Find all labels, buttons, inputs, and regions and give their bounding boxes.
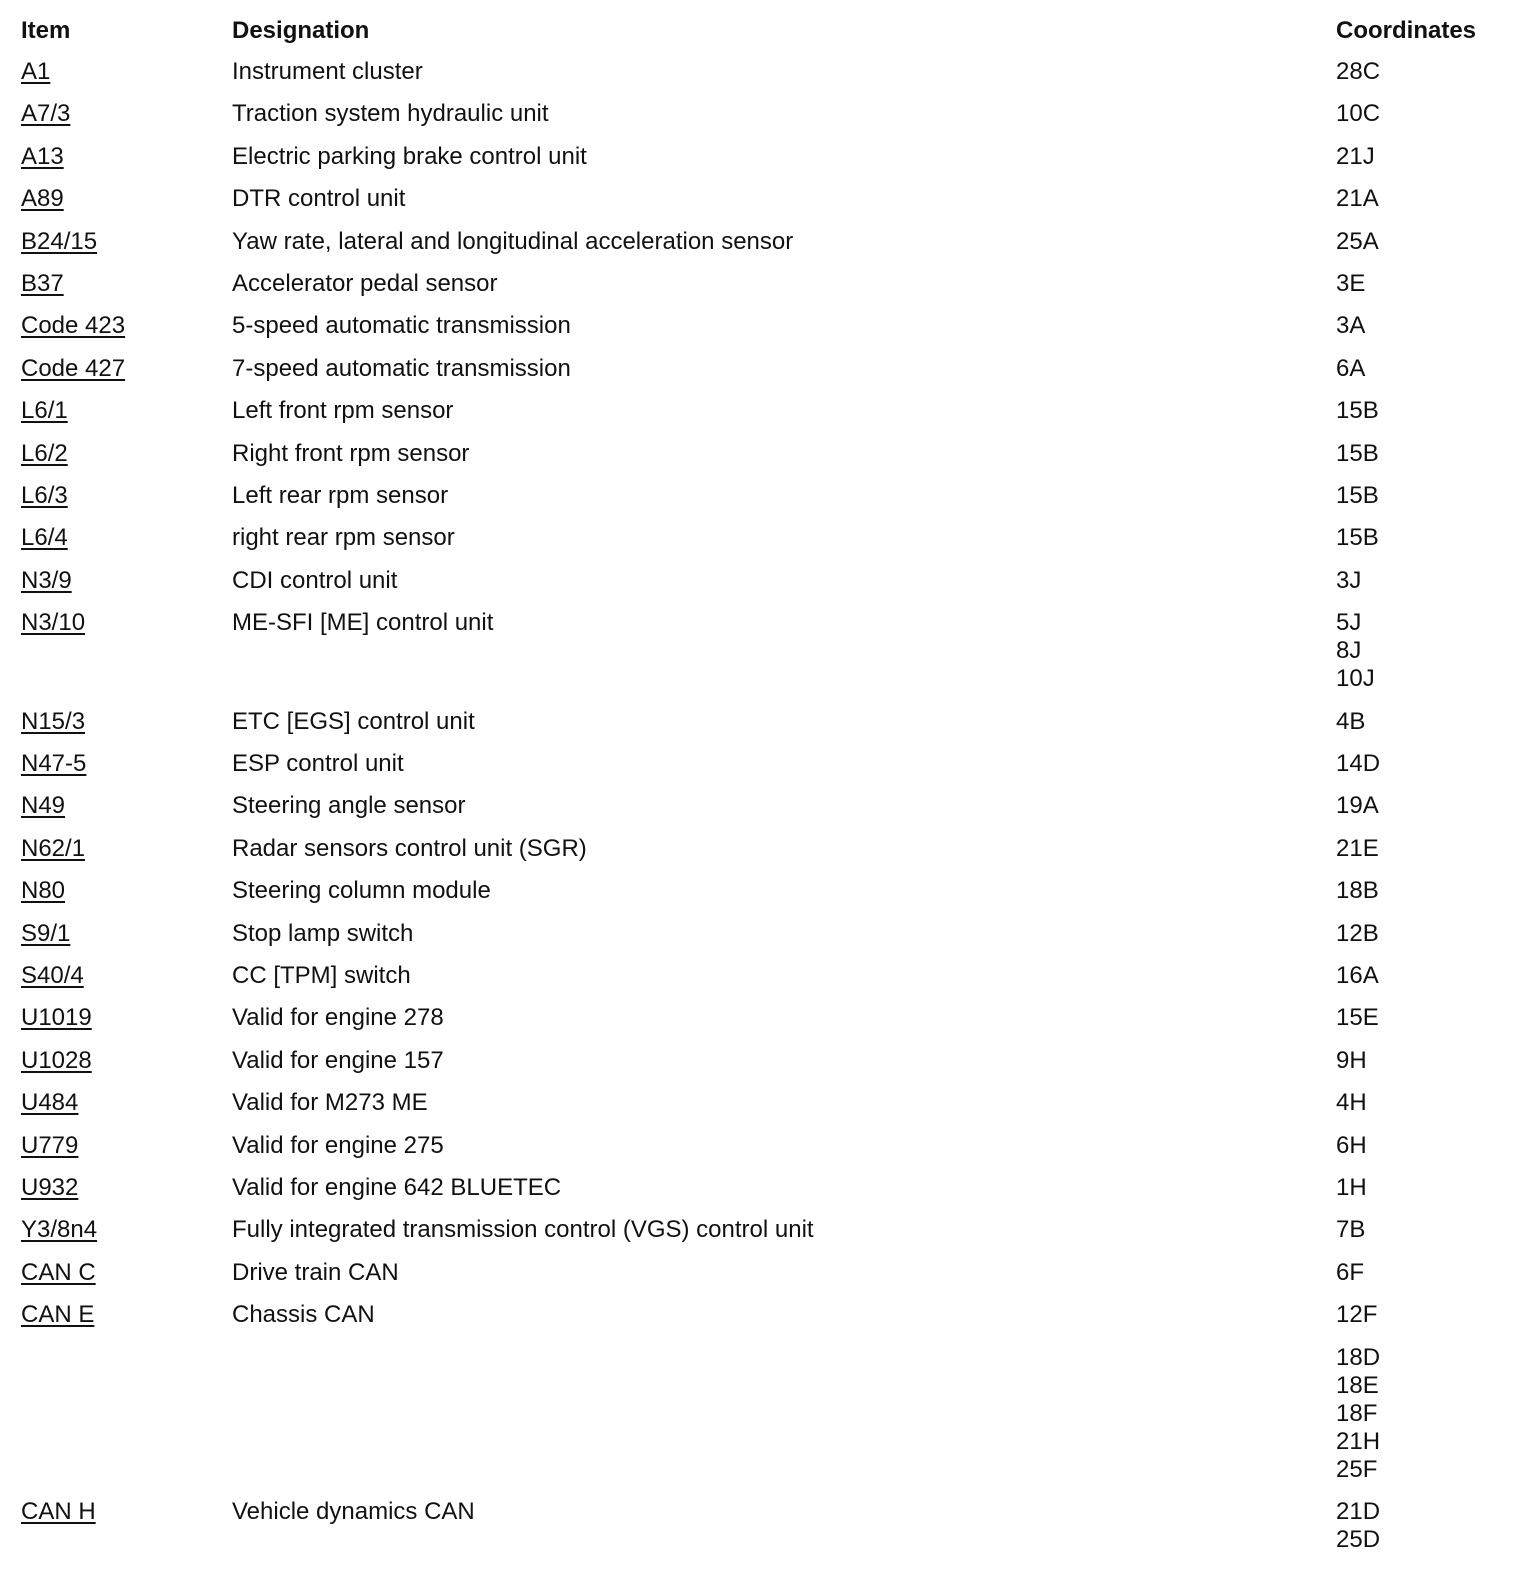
- item-cell: [21, 1089, 78, 1117]
- designation-cell: Valid for engine 278: [232, 1004, 444, 1032]
- coordinate-value: 25F: [1336, 1455, 1378, 1483]
- coordinate-value: 28C: [1336, 58, 1381, 85]
- coordinate-value: 18E: [1336, 1371, 1379, 1399]
- designation-cell: Accelerator pedal sensor: [232, 270, 498, 297]
- coordinate-value: 10J: [1336, 665, 1375, 693]
- item-link[interactable]: L6/2: [21, 439, 68, 467]
- designation-cell: ETC [EGS] control unit: [232, 707, 475, 735]
- designation-cell: ME-SFI [ME] control unit: [232, 609, 494, 637]
- coordinates-cell: [1336, 1301, 1377, 1329]
- coordinates-cell: [1336, 1259, 1364, 1287]
- item-cell: [21, 1259, 96, 1287]
- coordinates-cell: [1336, 835, 1379, 863]
- item-link[interactable]: U932: [21, 1174, 79, 1201]
- coordinates-cell: [1336, 312, 1365, 340]
- item-link[interactable]: CAN C: [21, 1258, 96, 1286]
- coordinates-cell: [1336, 143, 1375, 171]
- designation-cell: Left rear rpm sensor: [232, 482, 449, 509]
- coordinates-cell: [1336, 1047, 1367, 1075]
- coordinate-value: 4H: [1336, 1089, 1367, 1117]
- item-cell: [21, 1174, 78, 1202]
- coordinate-value: 21A: [1336, 185, 1379, 213]
- designation-cell: Valid for engine 157: [232, 1046, 444, 1074]
- item-cell: [21, 1132, 78, 1160]
- coordinates-cell: [1336, 1004, 1379, 1032]
- designation-cell: Valid for engine 642 BLUETEC: [232, 1174, 562, 1201]
- coordinates-cell: [1336, 567, 1361, 595]
- item-link[interactable]: Code 427: [21, 354, 126, 382]
- designation-cell: Traction system hydraulic unit: [232, 100, 549, 128]
- designation-cell: Drive train CAN: [232, 1258, 399, 1286]
- item-cell: [21, 143, 64, 171]
- coordinate-value: 25A: [1336, 227, 1379, 255]
- coordinate-value: 16A: [1336, 962, 1379, 989]
- coordinates-cell: [1336, 228, 1379, 256]
- header-item: Item: [21, 17, 71, 44]
- coordinate-value: 4B: [1336, 707, 1366, 735]
- item-link[interactable]: L6/3: [21, 482, 68, 509]
- item-link[interactable]: A1: [21, 58, 51, 85]
- designation-cell: Left front rpm sensor: [232, 397, 454, 425]
- item-link[interactable]: U1028: [21, 1046, 92, 1074]
- item-link[interactable]: L6/1: [21, 397, 68, 425]
- item-cell: [21, 185, 64, 213]
- coordinate-value: 15B: [1336, 524, 1379, 552]
- item-cell: [21, 228, 97, 256]
- item-link[interactable]: N47-5: [21, 750, 87, 777]
- designation-cell: Electric parking brake control unit: [232, 142, 587, 170]
- coordinates-cell: [1336, 1132, 1367, 1160]
- item-link[interactable]: B24/15: [21, 227, 98, 255]
- coordinate-value: 15E: [1336, 1004, 1379, 1032]
- designation-cell: Radar sensors control unit (SGR): [232, 834, 587, 862]
- designation-cell: DTR control unit: [232, 185, 406, 213]
- coordinate-value: 6H: [1336, 1131, 1367, 1159]
- coordinates-cell: [1336, 750, 1380, 778]
- coordinate-value: 14D: [1336, 750, 1381, 777]
- coordinate-value: 12B: [1336, 919, 1379, 947]
- item-cell: [21, 482, 68, 510]
- coordinate-value: 18D: [1336, 1343, 1381, 1371]
- coordinates-cell: [1336, 920, 1379, 948]
- coordinate-value: 21E: [1336, 834, 1379, 862]
- item-link[interactable]: N62/1: [21, 834, 86, 862]
- item-cell: [21, 962, 84, 990]
- item-cell: [21, 100, 70, 128]
- designation-cell: Instrument cluster: [232, 58, 423, 85]
- item-link[interactable]: N3/9: [21, 566, 72, 594]
- designation-cell: Valid for engine 275: [232, 1131, 444, 1159]
- designation-cell: Fully integrated transmission control (VGS) control unit: [232, 1216, 814, 1244]
- item-link[interactable]: Code 423: [21, 312, 126, 340]
- coordinates-cell: [1336, 1174, 1367, 1202]
- item-link[interactable]: N3/10: [21, 609, 86, 637]
- coordinates-cell: [1336, 1089, 1367, 1117]
- item-link[interactable]: U484: [21, 1089, 79, 1117]
- coordinate-value: 3A: [1336, 312, 1366, 340]
- coordinate-value: 15B: [1336, 482, 1379, 509]
- header-coordinates: Coordinates: [1336, 17, 1477, 44]
- item-cell: [21, 355, 125, 383]
- coordinate-value: 9H: [1336, 1046, 1367, 1074]
- coordinates-cell: [1336, 1216, 1365, 1244]
- coordinates-cell: [1336, 792, 1379, 820]
- item-cell: [21, 440, 68, 468]
- header-designation: Designation: [232, 17, 370, 44]
- item-cell: [21, 1047, 92, 1075]
- coordinates-cell: [1336, 524, 1379, 552]
- designation-cell: ESP control unit: [232, 750, 404, 777]
- coordinates-cell: [1336, 1498, 1380, 1554]
- coordinate-value: 18B: [1336, 877, 1379, 905]
- designation-cell: Right front rpm sensor: [232, 439, 470, 467]
- item-cell: [21, 792, 65, 820]
- coordinate-value: 6A: [1336, 354, 1366, 382]
- item-cell: [21, 750, 86, 778]
- coordinate-value: 1H: [1336, 1174, 1367, 1201]
- item-link[interactable]: A7/3: [21, 100, 71, 128]
- coordinates-cell: [1336, 877, 1379, 905]
- item-link[interactable]: CAN E: [21, 1301, 95, 1329]
- coordinates-cell: [1336, 482, 1379, 510]
- designation-cell: Steering angle sensor: [232, 792, 466, 820]
- coordinates-cell: [1336, 355, 1365, 383]
- designation-cell: 5-speed automatic transmission: [232, 312, 571, 340]
- coordinate-value: 19A: [1336, 792, 1379, 820]
- designation-cell: right rear rpm sensor: [232, 524, 455, 552]
- designation-cell: Chassis CAN: [232, 1301, 375, 1329]
- designation-cell: CDI control unit: [232, 566, 398, 594]
- coordinate-value: 6F: [1336, 1258, 1365, 1286]
- designation-cell: Yaw rate, lateral and longitudinal acceleration sensor: [232, 227, 794, 255]
- item-link[interactable]: N49: [21, 792, 66, 820]
- item-cell: [21, 877, 65, 905]
- item-cell: [21, 1216, 97, 1244]
- item-cell: [21, 1301, 94, 1329]
- designation-cell: CC [TPM] switch: [232, 962, 411, 989]
- item-link[interactable]: N80: [21, 877, 66, 905]
- designation-cell: 7-speed automatic transmission: [232, 354, 571, 382]
- coordinate-value: 15B: [1336, 439, 1379, 467]
- item-link[interactable]: U1019: [21, 1004, 92, 1032]
- coordinates-cell: [1336, 185, 1379, 213]
- coordinates-cell: [1336, 962, 1379, 990]
- item-cell: [21, 609, 85, 637]
- item-link[interactable]: S40/4: [21, 962, 84, 989]
- coordinate-value: 7B: [1336, 1216, 1366, 1244]
- coordinates-cell: [1336, 440, 1379, 468]
- item-link[interactable]: N15/3: [21, 707, 86, 735]
- coordinates-cell: [1336, 100, 1380, 128]
- coordinates-cell: [1336, 397, 1379, 425]
- item-cell: [21, 312, 125, 340]
- designation-cell: Steering column module: [232, 877, 491, 905]
- item-link[interactable]: U779: [21, 1131, 79, 1159]
- item-link[interactable]: B37: [21, 270, 64, 297]
- item-link[interactable]: A13: [21, 142, 64, 170]
- item-cell: [21, 270, 64, 298]
- coordinate-value: 10C: [1336, 100, 1381, 128]
- item-cell: [21, 708, 85, 736]
- designation-cell: Stop lamp switch: [232, 919, 414, 947]
- coordinate-value: 21J: [1336, 142, 1375, 170]
- item-link[interactable]: Y3/8n4: [21, 1216, 98, 1244]
- coordinates-cell: [1336, 1344, 1380, 1484]
- coordinate-value: 8J: [1336, 637, 1362, 665]
- item-cell: [21, 567, 72, 595]
- coordinate-value: 3E: [1336, 270, 1366, 297]
- coordinate-value: 21D: [1336, 1498, 1381, 1525]
- coordinates-cell: [1336, 708, 1365, 736]
- coordinate-value: 21H: [1336, 1427, 1381, 1455]
- coordinate-value: 12F: [1336, 1301, 1378, 1329]
- designation-cell: Valid for M273 ME: [232, 1089, 428, 1117]
- item-link[interactable]: L6/4: [21, 524, 68, 552]
- item-cell: [21, 397, 68, 425]
- item-link[interactable]: S9/1: [21, 919, 71, 947]
- coordinates-cell: [1336, 270, 1365, 298]
- coordinate-value: 18F: [1336, 1399, 1378, 1427]
- item-cell: [21, 1498, 96, 1526]
- coordinates-cell: [1336, 609, 1375, 693]
- item-cell: [21, 58, 50, 86]
- coordinate-value: 25D: [1336, 1526, 1381, 1553]
- coordinate-value: 5J: [1336, 609, 1362, 637]
- coordinate-value: 15B: [1336, 397, 1379, 425]
- coordinate-value: 3J: [1336, 566, 1362, 594]
- item-cell: [21, 835, 85, 863]
- item-cell: [21, 524, 68, 552]
- item-link[interactable]: A89: [21, 185, 64, 213]
- item-link[interactable]: CAN H: [21, 1498, 96, 1525]
- item-cell: [21, 1004, 92, 1032]
- designation-cell: Vehicle dynamics CAN: [232, 1498, 475, 1525]
- coordinates-cell: [1336, 58, 1380, 86]
- item-cell: [21, 920, 70, 948]
